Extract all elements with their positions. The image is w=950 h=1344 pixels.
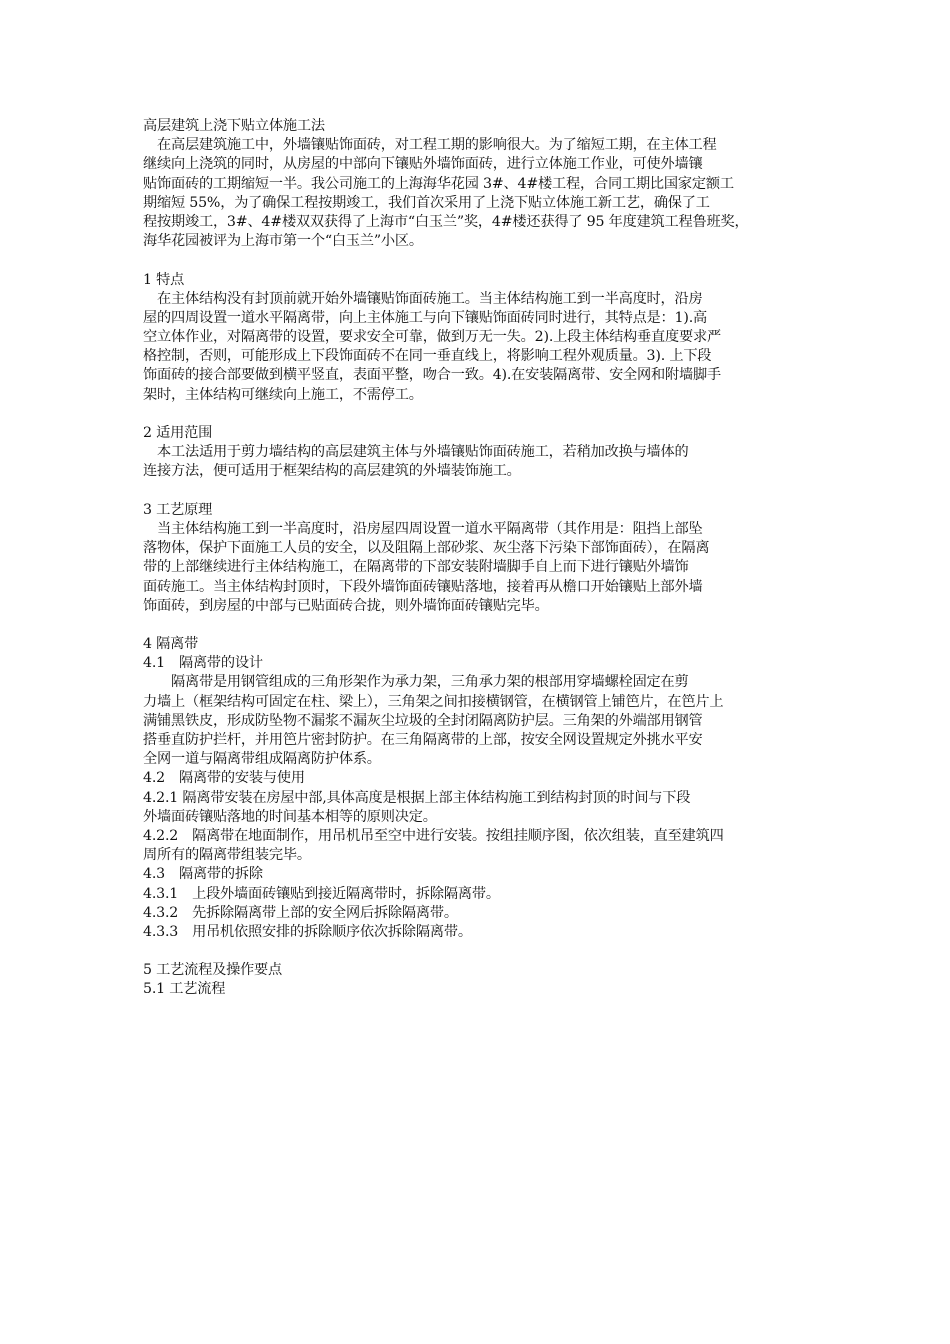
- section-scope: [143, 424, 813, 482]
- document-title: 高层建筑上浇下贴立体施工法: [143, 118, 325, 134]
- text-line: 周所有的隔离带组装完毕。: [143, 847, 311, 864]
- subsection-heading: 5.1 工艺流程: [143, 981, 226, 998]
- text-line: 4.2.2 隔离带在地面制作，用吊机吊至空中进行安装。按组挂顺序图，依次组装，直至建筑四: [143, 827, 724, 844]
- text-line: 满铺黑铁皮，形成防坠物不漏浆不漏灰尘垃圾的全封闭隔离防护层。三角架的外端部用钢管: [143, 712, 703, 729]
- subsection-heading: 4.3 隔离带的拆除: [143, 866, 263, 883]
- section-process: [143, 961, 813, 999]
- section-heading: 2 适用范围: [143, 425, 213, 441]
- text-line: 在主体结构没有封顶前就开始外墙镶贴饰面砖施工。当主体结构施工到一半高度时，沿房: [143, 290, 703, 307]
- section-principle: [143, 501, 813, 616]
- text-line: 本工法适用于剪力墙结构的高层建筑主体与外墙镶贴饰面砖施工，若稍加改换与墙体的: [143, 444, 689, 461]
- section-isolation-belt: [143, 635, 813, 942]
- text-line: 4.3.2 先拆除隔离带上部的安全网后拆除隔离带。: [143, 904, 458, 921]
- text-line: 全网一道与隔离带组成隔离防护体系。: [143, 751, 381, 768]
- text-line: 落物体，保护下面施工人员的安全，以及阻隔上部砂浆、灰尘落下污染下部饰面砖），在隔离: [143, 540, 710, 557]
- text-line: 带的上部继续进行主体结构施工，在隔离带的下部安装附墙脚手自上而下进行镶贴外墙饰: [143, 559, 689, 576]
- text-line: 架时，主体结构可继续向上施工，不需停工。: [143, 386, 423, 403]
- text-line: 空立体作业，对隔离带的设置，要求安全可靠，做到万无一失。2).上段主体结构垂直度要求严: [143, 329, 721, 346]
- text-line: 继续向上浇筑的同时，从房屋的中部向下镶贴外墙饰面砖，进行立体施工作业，可使外墙镶: [143, 156, 703, 173]
- text-line: 4.3.3 用吊机依照安排的拆除顺序依次拆除隔离带。: [143, 923, 472, 940]
- text-line: 饰面砖，到房屋的中部与已贴面砖合拢，则外墙饰面砖镶贴完毕。: [143, 597, 549, 614]
- section-heading: 3 工艺原理: [143, 501, 213, 518]
- paragraph-spacer: [143, 482, 813, 501]
- text-line: 期缩短 55%，为了确保工程按期竣工，我们首次采用了上浇下贴立体施工新工艺，确保了工: [143, 194, 710, 211]
- text-line: 程按期竣工，3#、4#楼双双获得了上海市“白玉兰”奖，4#楼还获得了 95 年度建筑工程鲁班奖，: [143, 213, 749, 230]
- text-line: 海华花园被评为上海市第一个“白玉兰”小区。: [143, 233, 423, 250]
- text-line: 贴饰面砖的工期缩短一半。我公司施工的上海海华花园 3#、4#楼工程，合同工期比国家定额工: [143, 175, 734, 192]
- text-line: 连接方法，便可适用于框架结构的高层建筑的外墙装饰施工。: [143, 463, 521, 480]
- intro-paragraph: [143, 136, 813, 251]
- text-line: 饰面砖的接合部要做到横平竖直，表面平整，吻合一致。4).在安装隔离带、安全网和附墙脚手: [143, 367, 721, 384]
- text-line: 搭垂直防护拦杆，并用笆片密封防护。在三角隔离带的上部，按安全网设置规定外挑水平安: [143, 732, 703, 748]
- paragraph-spacer: [143, 942, 813, 961]
- subsection-heading: 4.1 隔离带的设计: [143, 655, 263, 672]
- text-line: 4.3.1 上段外墙面砖镶贴到接近隔离带时，拆除隔离带。: [143, 885, 500, 902]
- document-page: [143, 117, 813, 1000]
- text-line: 外墙面砖镶贴落地的时间基本相等的原则决定。: [143, 808, 437, 825]
- text-line: 当主体结构施工到一半高度时，沿房屋四周设置一道水平隔离带（其作用是：阻挡上部坠: [143, 520, 703, 537]
- section-heading: 4 隔离带: [143, 636, 199, 653]
- text-line: 隔离带是用钢管组成的三角形架作为承力架，三角承力架的根部用穿墙螺栓固定在剪: [143, 674, 689, 691]
- text-line: 力墙上（框架结构可固定在柱、梁上），三角架之间扣接横钢管，在横钢管上铺笆片，在笆片上: [143, 693, 724, 710]
- subsection-heading: 4.2 隔离带的安装与使用: [143, 770, 305, 787]
- text-line: 在高层建筑施工中，外墙镶贴饰面砖，对工程工期的影响很大。为了缩短工期，在主体工程: [143, 137, 717, 154]
- paragraph-spacer: [143, 405, 813, 424]
- section-features: [143, 271, 813, 405]
- text-line: 4.2.1 隔离带安装在房屋中部,具体高度是根据上部主体结构施工到结构封顶的时间与下段: [143, 789, 691, 806]
- paragraph-spacer: [143, 251, 813, 270]
- text-line: 屋的四周设置一道水平隔离带，向上主体施工与向下镶贴饰面砖同时进行，其特点是：1).高: [143, 309, 707, 326]
- section-heading: 1 特点: [143, 271, 185, 288]
- text-line: 格控制，否则，可能形成上下段饰面砖不在同一垂直线上，将影响工程外观质量。3). 上下段: [143, 348, 712, 365]
- section-heading: 5 工艺流程及操作要点: [143, 962, 283, 979]
- text-line: 面砖施工。当主体结构封顶时，下段外墙饰面砖镶贴落地，接着再从檐口开始镶贴上部外墙: [143, 578, 703, 595]
- paragraph-spacer: [143, 616, 813, 635]
